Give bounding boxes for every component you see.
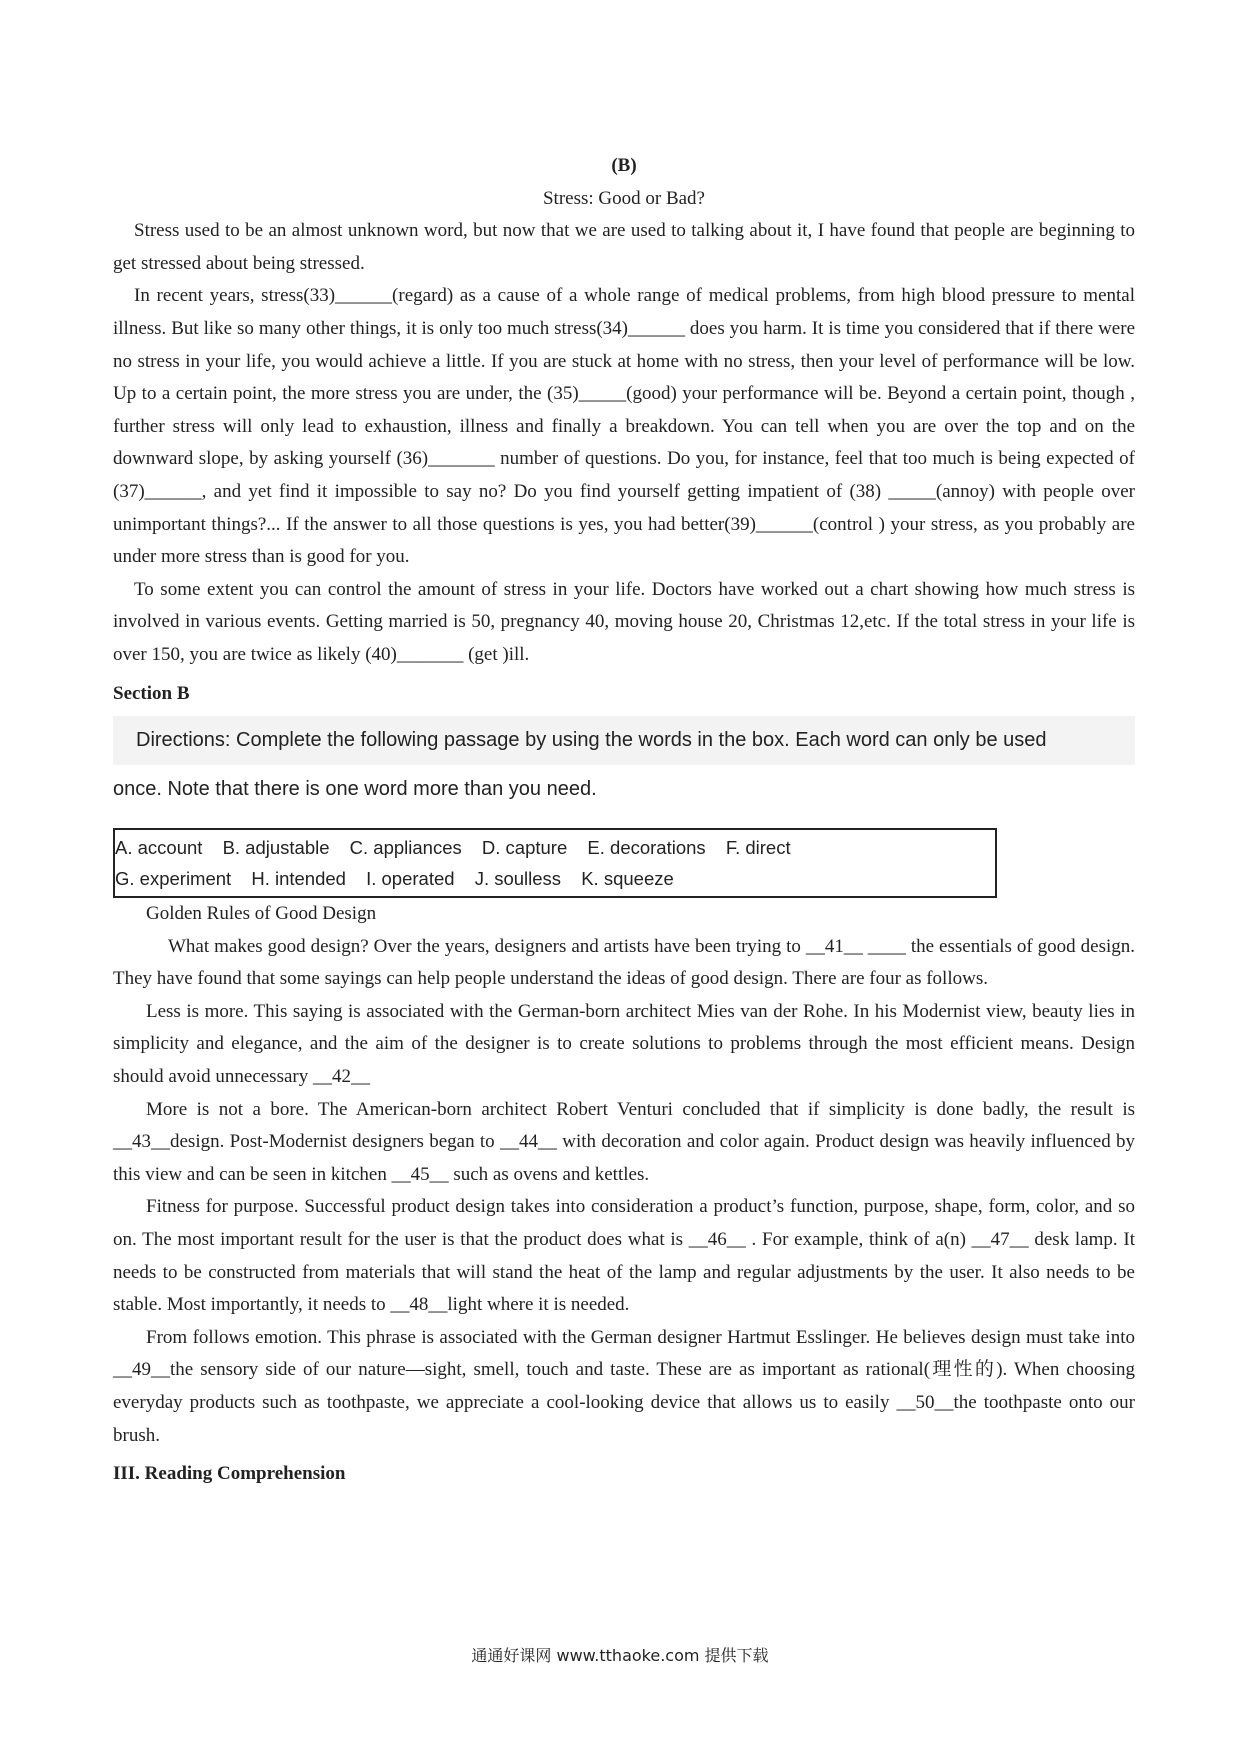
- directions-line-1: Directions: Complete the following passage by using the words in the box. Each word can only be used: [113, 716, 1135, 765]
- word-option: G. experiment: [115, 868, 232, 890]
- word-option: E. decorations: [587, 837, 706, 859]
- directions-line-2: once. Note that there is one word more than you need.: [113, 778, 597, 801]
- word-option: F. direct: [725, 837, 791, 859]
- word-option: D. capture: [481, 837, 568, 859]
- word-option: C. appliances: [349, 837, 462, 859]
- part-iii-heading: III. Reading Comprehension: [113, 1463, 346, 1485]
- word-option: H. intended: [251, 868, 346, 890]
- word-option: K. squeeze: [581, 868, 674, 890]
- paragraph-3: To some extent you can control the amount of stress in your life. Doctors have worked out a chart showing how much stress is involved in various events. Getting married is 50, pregnancy 40, moving house 20, Christmas 12,etc. If the total stress in your life is over 150, you are twice as likely (40)_______ (get )ill.: [113, 578, 1135, 665]
- design-paragraph-4: Fitness for purpose. Successful product design takes into consideration a product’s function, purpose, shape, form, color, and so on. The most important result for the user is that the product does what is __46__ . For example, think of a(n) __47__ desk lamp. It needs to be constructed from materials that will stand the heat of the lamp and regular adjustments by the user. It also needs to be stable. Most importantly, it needs to __48__light where it is needed.: [113, 1196, 1135, 1316]
- paragraph-2: In recent years, stress(33)______(regard) as a cause of a whole range of medical problems, from high blood pressure to mental illness. But like so many other things, it is only too much stress(34)______ does you harm. It is time you considered that if there were no stress in your life, you would achieve a little. If you are stuck at home with no stress, then your level of performance will be low. Up to a certain point, the more stress you are under, the (35)_____(good) your performance will be. Beyond a certain point, though , further stress will only lead to exhaustion, illness and finally a breakdown. You can tell when you are over the top and on the downward slope, by asking yourself (36)_______ number of questions. Do you, for instance, feel that too much is being expected of (37)______, and yet find it impossible to say no? Do you find yourself getting impatient of (38) _____(annoy) with people over unimportant things?... If the answer to all those questions is yes, you had better(39)______(control ) your stress, as you probably are under more stress than is good for you.: [113, 285, 1135, 568]
- word-box-row-1: [115, 832, 995, 863]
- word-option: A. account: [115, 837, 203, 859]
- word-option: I. operated: [366, 868, 455, 890]
- section-b-heading: Section B: [113, 682, 190, 704]
- design-paragraph-1: What makes good design? Over the years, designers and artists have been trying to __41__ ____ the essentials of good design. They have found that some sayings can help people understand the ideas of good design. There are four as follows.: [113, 935, 1135, 990]
- design-passage-title: Golden Rules of Good Design: [146, 903, 377, 925]
- design-paragraph-5: From follows emotion. This phrase is associated with the German designer Hartmut Esslinger. He believes design must take into __49__the sensory side of our nature—sight, smell, touch and taste. These are as important as rational(理性的). When choosing everyday products such as toothpaste, we appreciate a cool-looking device that allows us to easily __50__the toothpaste onto our brush.: [113, 1326, 1135, 1446]
- word-option: B. adjustable: [222, 837, 330, 859]
- word-option: J. soulless: [474, 868, 562, 890]
- word-box-row-2: [115, 863, 995, 894]
- part-label: (B): [611, 155, 637, 176]
- passage-title: Stress: Good or Bad?: [542, 187, 705, 209]
- word-box: [113, 828, 997, 898]
- page-footer: 通通好课网 www.tthaoke.com 提供下载: [471, 1646, 769, 1665]
- directions: [113, 716, 1135, 814]
- design-paragraph-2: Less is more. This saying is associated with the German-born architect Mies van der Rohe. In his Modernist view, beauty lies in simplicity and elegance, and the aim of the designer is to create solutions to problems through the most efficient means. Design should avoid unnecessary __42__: [113, 1000, 1135, 1088]
- paragraph-1: Stress used to be an almost unknown word, but now that we are used to talking about it, I have found that people are beginning to get stressed about being stressed.: [113, 220, 1135, 274]
- document-page: [113, 150, 1135, 1497]
- design-paragraph-3: More is not a bore. The American-born architect Robert Venturi concluded that if simplicity is done badly, the result is __43__design. Post-Modernist designers began to __44__ with decoration and color again. Product design was heavily influenced by this view and can be seen in kitchen __45__ such as ovens and kettles.: [113, 1098, 1135, 1185]
